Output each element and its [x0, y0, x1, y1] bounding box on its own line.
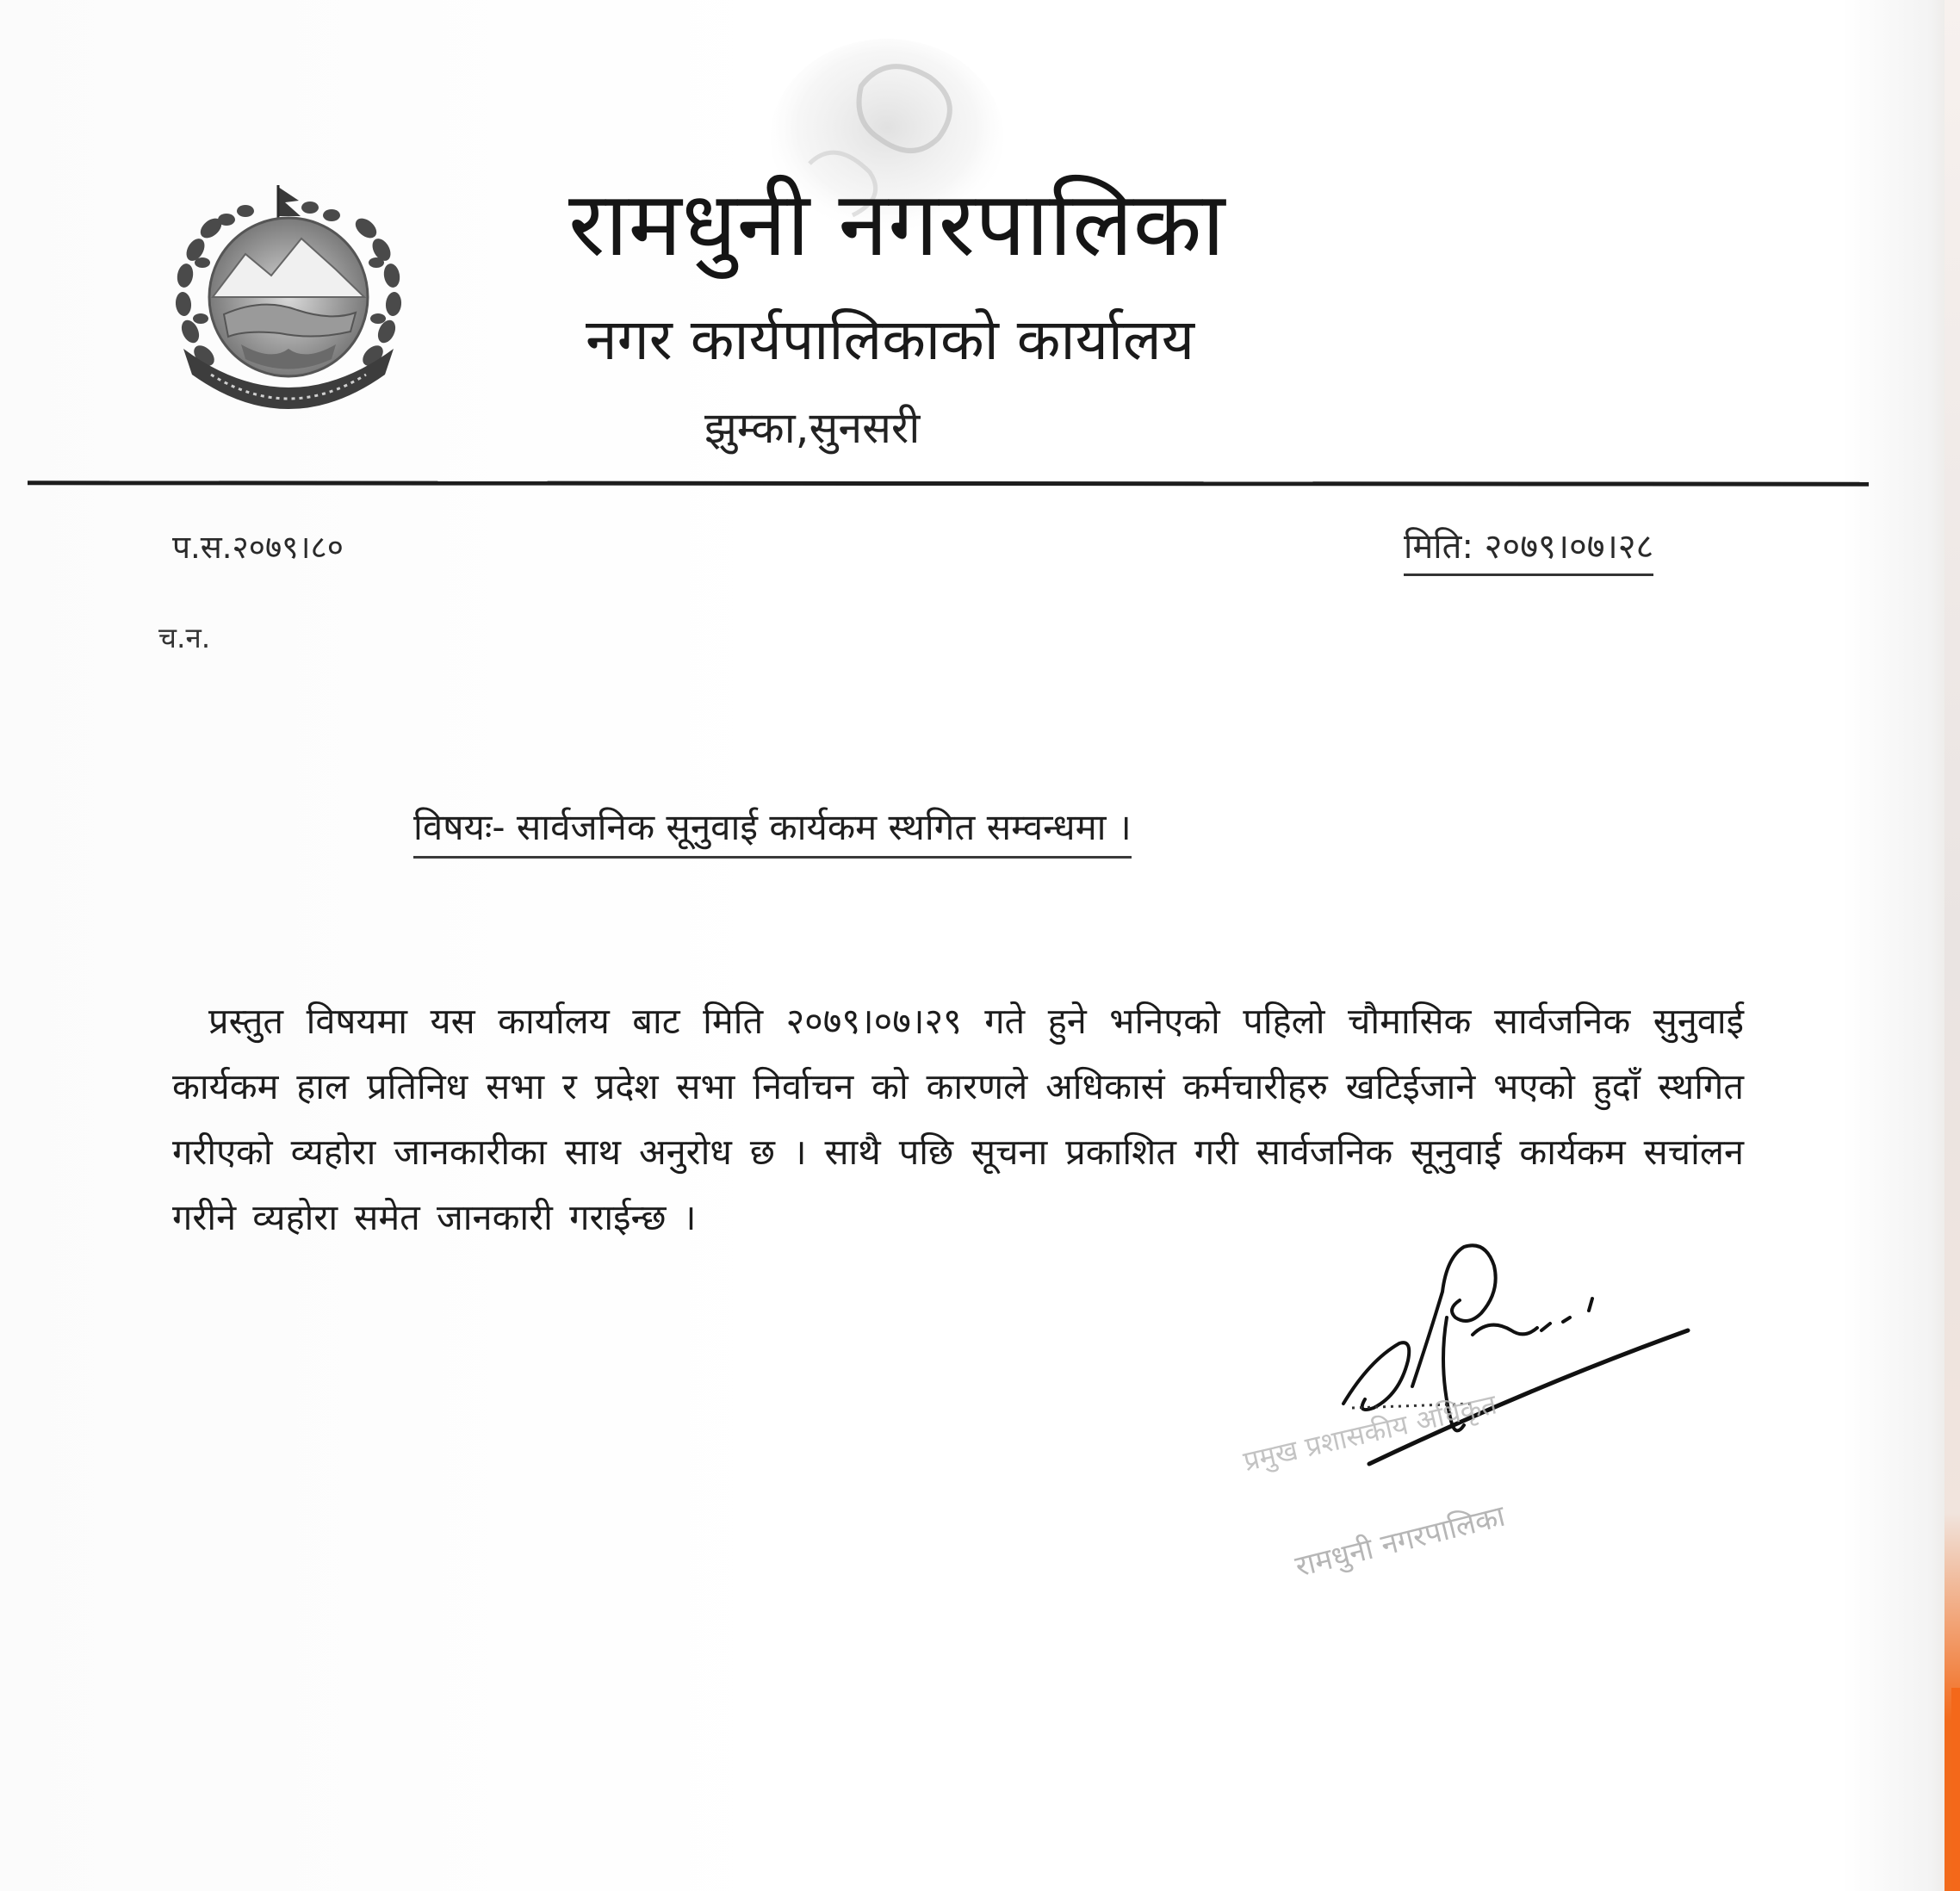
address: झुम्का,सुनसरी	[704, 403, 921, 453]
stamp-designation: प्रमुख प्रशासकीय अधिकृत	[1240, 1387, 1500, 1479]
office-name: नगर कार्यपालिकाको कार्यालय	[586, 307, 1194, 373]
letter-body: प्रस्तुत विषयमा यस कार्यालय बाट मिति २०७९।०७।२९ गते हुने भनिएको पहिलो चौमासिक सार्वजनिक सुनुवाई कार्यकम हाल प्रतिनिध सभा र प्रदेश सभा निर्वाचन को कारणले अधिकासं कर्मचारीहरु खटिईजाने भएको हुदाँ स्थगित गरीएको व्यहोरा जानकारीका साथ अनुरोध छ । साथै पछि सूचना प्रकाशित गरी सार्वजनिक सूनुवाई कार्यकम सचांलन गरीने व्यहोरा समेत जानकारी गराईन्छ ।	[172, 1000, 1744, 1238]
subject-line: विषयः- सार्वजनिक सूनुवाई कार्यकम स्थगित सम्वन्धमा ।	[413, 801, 1132, 859]
stamp-office: रामधुनी नगरपालिका	[1292, 1498, 1509, 1584]
page-edge	[1944, 0, 1960, 1891]
org-name: रामधुनी नगरपालिका	[568, 171, 1225, 276]
letter-date: मिति: २०७९।०७।२८	[1404, 522, 1653, 576]
signature-mark	[1318, 1231, 1705, 1507]
page-edge-orange	[1951, 1688, 1960, 1891]
dispatch-number: च.न.	[158, 621, 211, 654]
emblem-logo	[159, 168, 418, 426]
header-divider	[28, 480, 1869, 486]
letter-number: प.स.२०७९।८०	[172, 529, 344, 566]
